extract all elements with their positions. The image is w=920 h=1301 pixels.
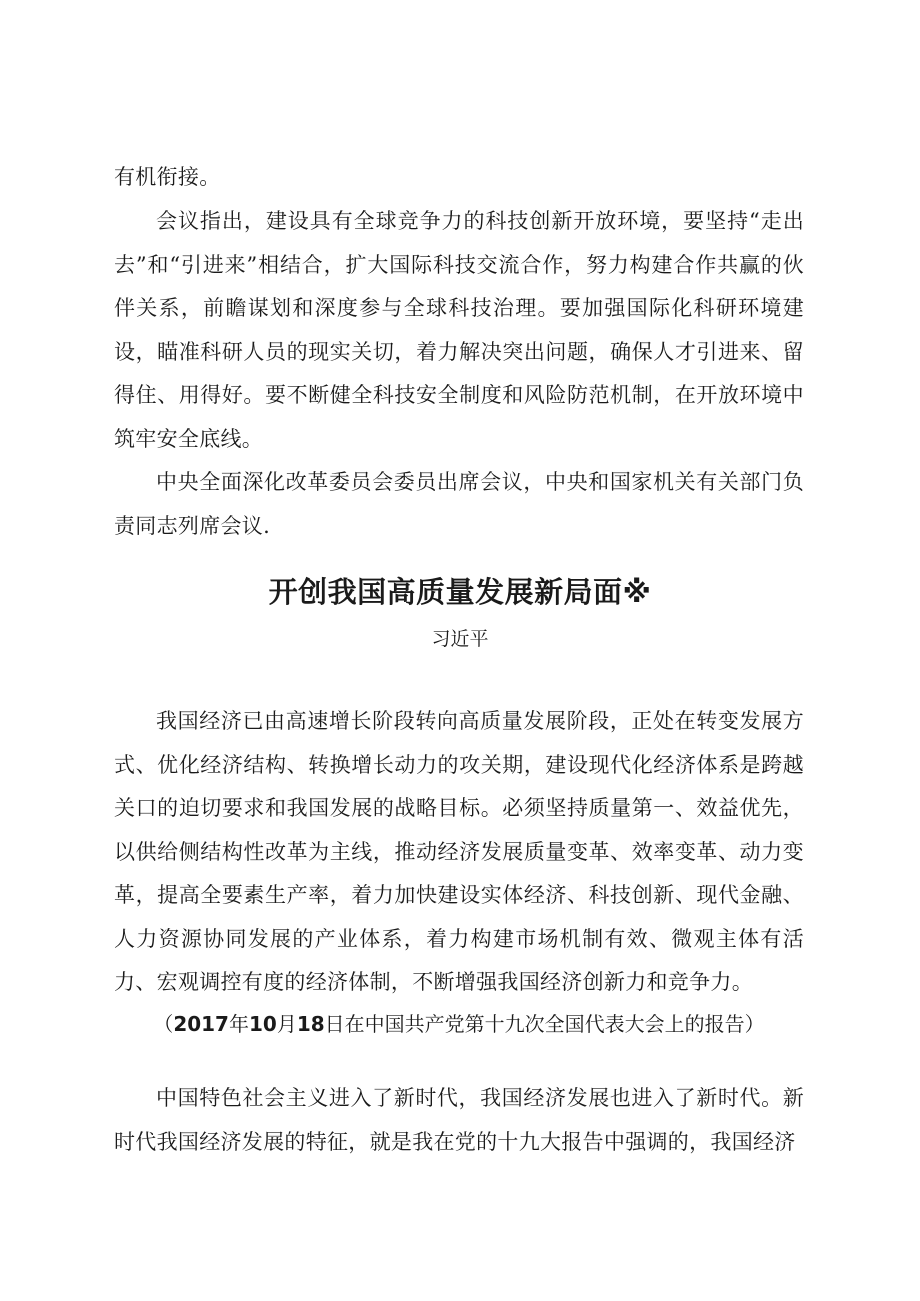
citation-open: （ (153, 1012, 174, 1036)
article-title: 开创我国高质量发展新局面※ (268, 575, 652, 609)
paragraph-continuation: 有机衔接。 (114, 165, 221, 189)
paragraph-attendees: 中央全面深化改革委员会委员出席会议，中央和国家机关有关部门负责同志列席会议. (114, 470, 804, 538)
paragraph-new-era: 中国特色社会主义进入了新时代，我国经济发展也进入了新时代。新时代我国经济发展的特征，就是我在党的十九大报告中强调的，我国经济 (114, 1086, 804, 1154)
citation-rest: 日在中国共产党第十九次全国代表大会上的报告） (324, 1012, 765, 1036)
citation-month: 10 (248, 1012, 277, 1036)
paragraph-economy: 我国经济已由高速增长阶段转向高质量发展阶段，正处在转变发展方式、优化经济结构、转换增长动力的攻关期，建设现代化经济体系是跨越关口的迫切要求和我国发展的战略目标。必须坚持质量第一、效益优先，以供给侧结构性改革为主线，推动经济发展质量变革、效率变革、动力变革，提高全要素生产率，着力加快建设实体经济、科技创新、现代金融、人力资源协同发展的产业体系，着力构建市场机制有效、微观主体有活力、宏观调控有度的经济体制，不断增强我国经济创新力和竞争力。 (114, 709, 804, 994)
citation-source (114, 1003, 804, 1047)
citation-year-unit: 年 (228, 1012, 249, 1036)
citation-month-unit: 月 (276, 1012, 297, 1036)
paragraph-meeting-points: 会议指出，建设具有全球竞争力的科技创新开放环境，要坚持“走出去”和“引进来”相结合，扩大国际科技交流合作，努力构建合作共赢的伙伴关系，前瞻谋划和深度参与全球科技治理。要加强国际化科研环境建设，瞄准科研人员的现实关切，着力解决突出问题，确保人才引进来、留得住、用得好。要不断健全科技安全制度和风险防范机制，在开放环境中筑牢安全底线。 (114, 209, 804, 451)
citation-year: 2017 (173, 1012, 229, 1036)
article-author: 习近平 (431, 628, 489, 650)
citation-day: 18 (296, 1012, 325, 1036)
